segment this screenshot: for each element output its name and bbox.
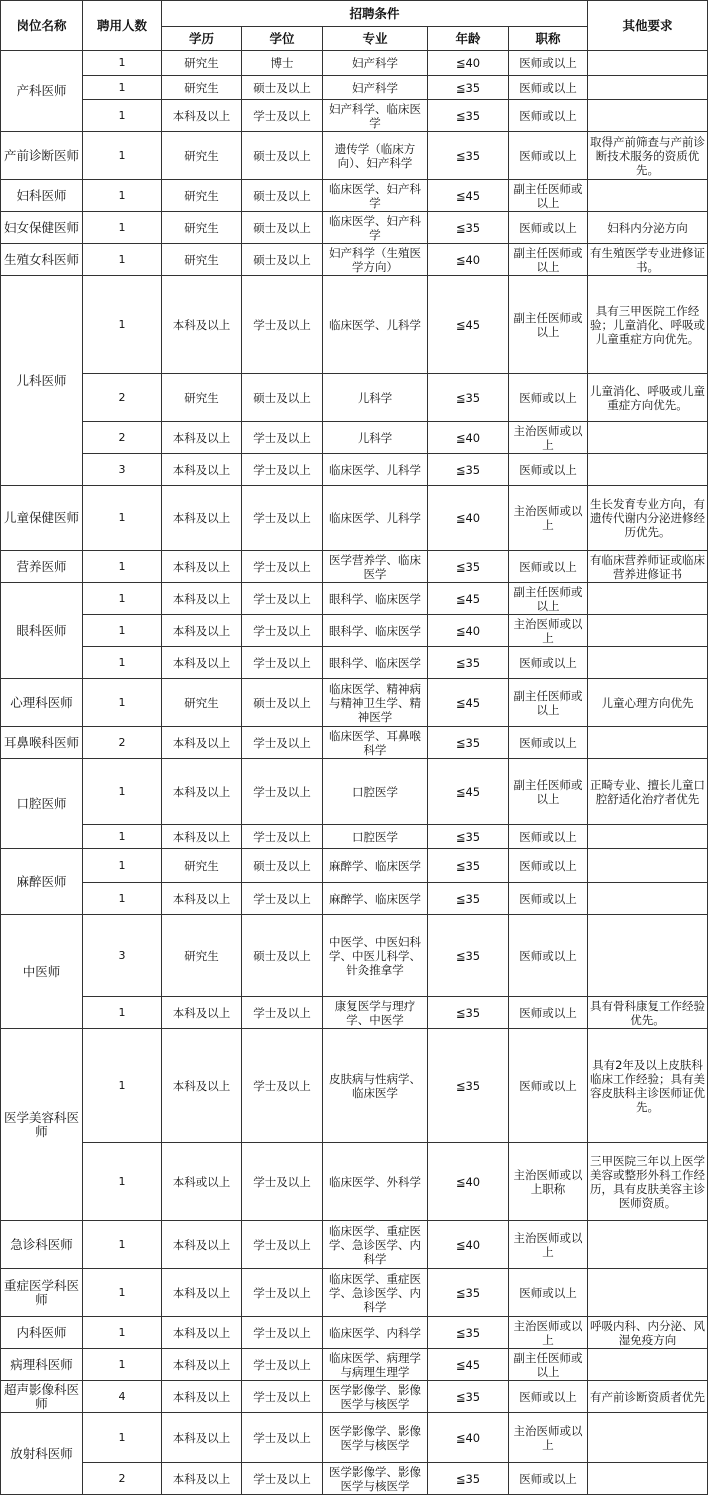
count-cell: 1 (83, 583, 162, 615)
table-row (1, 997, 708, 1029)
education-cell: 本科及以上 (162, 422, 242, 454)
count-cell: 1 (83, 132, 162, 180)
degree-cell: 学士及以上 (242, 883, 323, 915)
age-cell: ≦35 (428, 997, 509, 1029)
age-cell: ≦40 (428, 1143, 509, 1221)
table-row (1, 180, 708, 212)
other-requirements-cell (588, 915, 708, 997)
major-cell: 临床医学、外科学 (323, 1143, 428, 1221)
age-cell: ≦45 (428, 583, 509, 615)
post-name-cell: 生殖女科医师 (1, 244, 83, 276)
education-cell: 本科及以上 (162, 883, 242, 915)
major-cell: 眼科学、临床医学 (323, 615, 428, 647)
post-name-cell: 产前诊断医师 (1, 132, 83, 180)
major-cell: 妇产科学 (323, 76, 428, 100)
title-cell: 医师或以上 (509, 849, 588, 883)
count-cell: 1 (83, 1143, 162, 1221)
education-cell: 本科及以上 (162, 1381, 242, 1413)
education-cell: 研究生 (162, 51, 242, 76)
other-requirements-cell (588, 1269, 708, 1317)
other-requirements-cell (588, 1413, 708, 1463)
degree-cell: 学士及以上 (242, 647, 323, 679)
post-name-cell: 放射科医师 (1, 1413, 83, 1495)
other-requirements-cell: 具有2年及以上皮肤科临床工作经验；具有美容皮肤科主诊医师证优先。 (588, 1029, 708, 1143)
post-name-cell: 妇女保健医师 (1, 212, 83, 244)
post-name-cell: 麻醉医师 (1, 849, 83, 915)
table-row (1, 647, 708, 679)
other-requirements-cell (588, 849, 708, 883)
degree-cell: 学士及以上 (242, 551, 323, 583)
education-cell: 本科及以上 (162, 583, 242, 615)
education-cell: 本科及以上 (162, 276, 242, 374)
major-cell: 眼科学、临床医学 (323, 583, 428, 615)
education-cell: 研究生 (162, 244, 242, 276)
table-row (1, 1413, 708, 1463)
degree-cell: 学士及以上 (242, 100, 323, 132)
education-cell: 研究生 (162, 76, 242, 100)
title-cell: 医师或以上 (509, 1381, 588, 1413)
table-row (1, 615, 708, 647)
degree-cell: 学士及以上 (242, 1221, 323, 1269)
age-cell: ≦35 (428, 647, 509, 679)
post-name-cell: 眼科医师 (1, 583, 83, 679)
table-row (1, 374, 708, 422)
age-cell: ≦40 (428, 51, 509, 76)
degree-cell: 学士及以上 (242, 583, 323, 615)
major-cell: 口腔医学 (323, 759, 428, 825)
table-row (1, 1381, 708, 1413)
other-requirements-cell: 呼吸内科、内分泌、风湿免疫方向 (588, 1317, 708, 1349)
title-cell: 医师或以上 (509, 1463, 588, 1495)
education-cell: 本科及以上 (162, 1317, 242, 1349)
table-row (1, 1029, 708, 1143)
title-cell: 副主任医师或以上 (509, 759, 588, 825)
major-cell: 临床医学、重症医学、急诊医学、内科学 (323, 1221, 428, 1269)
other-requirements-cell (588, 883, 708, 915)
major-cell: 临床医学、耳鼻喉科学 (323, 727, 428, 759)
other-requirements-cell: 生长发育专业方向，有遗传代谢内分泌进修经历优先。 (588, 486, 708, 551)
post-name-cell: 儿童保健医师 (1, 486, 83, 551)
count-cell: 1 (83, 997, 162, 1029)
other-requirements-cell: 儿童心理方向优先 (588, 679, 708, 727)
major-cell: 医学营养学、临床医学 (323, 551, 428, 583)
degree-cell: 学士及以上 (242, 825, 323, 849)
major-cell: 眼科学、临床医学 (323, 647, 428, 679)
post-name-cell: 重症医学科医师 (1, 1269, 83, 1317)
table-row (1, 825, 708, 849)
title-cell: 主治医师或以上 (509, 486, 588, 551)
post-name-cell: 口腔医师 (1, 759, 83, 849)
age-cell: ≦35 (428, 454, 509, 486)
post-name-cell: 营养医师 (1, 551, 83, 583)
other-requirements-cell: 有生殖医学专业进修证书。 (588, 244, 708, 276)
major-cell: 中医学、中医妇科学、中医儿科学、针灸推拿学 (323, 915, 428, 997)
education-cell: 研究生 (162, 180, 242, 212)
count-cell: 1 (83, 276, 162, 374)
title-cell: 主治医师或以上 (509, 1221, 588, 1269)
other-requirements-cell (588, 100, 708, 132)
major-cell: 医学影像学、影像医学与核医学 (323, 1463, 428, 1495)
post-name-cell: 耳鼻喉科医师 (1, 727, 83, 759)
major-cell: 临床医学、重症医学、急诊医学、内科学 (323, 1269, 428, 1317)
title-cell: 副主任医师或以上 (509, 244, 588, 276)
title-cell: 副主任医师或以上 (509, 180, 588, 212)
count-cell: 1 (83, 849, 162, 883)
header-count: 聘用人数 (83, 1, 162, 51)
header-major: 专业 (323, 27, 428, 51)
major-cell: 临床医学、内科学 (323, 1317, 428, 1349)
other-requirements-cell (588, 1349, 708, 1381)
table-row (1, 1349, 708, 1381)
title-cell: 医师或以上 (509, 647, 588, 679)
table-row (1, 1269, 708, 1317)
education-cell: 本科及以上 (162, 100, 242, 132)
count-cell: 2 (83, 1463, 162, 1495)
major-cell: 皮肤病与性病学、临床医学 (323, 1029, 428, 1143)
age-cell: ≦40 (428, 1221, 509, 1269)
other-requirements-cell (588, 422, 708, 454)
header-other: 其他要求 (588, 1, 708, 51)
title-cell: 医师或以上 (509, 76, 588, 100)
table-row (1, 51, 708, 76)
age-cell: ≦35 (428, 1029, 509, 1143)
degree-cell: 硕士及以上 (242, 132, 323, 180)
degree-cell: 博士 (242, 51, 323, 76)
degree-cell: 学士及以上 (242, 727, 323, 759)
count-cell: 2 (83, 727, 162, 759)
title-cell: 医师或以上 (509, 727, 588, 759)
age-cell: ≦40 (428, 422, 509, 454)
table-row (1, 727, 708, 759)
table-body (1, 51, 708, 1495)
age-cell: ≦40 (428, 244, 509, 276)
table-row (1, 276, 708, 374)
count-cell: 2 (83, 374, 162, 422)
other-requirements-cell (588, 51, 708, 76)
header-conditions: 招聘条件 (162, 1, 588, 27)
header-education: 学历 (162, 27, 242, 51)
post-name-cell: 心理科医师 (1, 679, 83, 727)
age-cell: ≦40 (428, 1413, 509, 1463)
header-degree: 学位 (242, 27, 323, 51)
count-cell: 1 (83, 1221, 162, 1269)
major-cell: 妇产科学（生殖医学方向） (323, 244, 428, 276)
count-cell: 1 (83, 551, 162, 583)
title-cell: 医师或以上 (509, 825, 588, 849)
age-cell: ≦35 (428, 132, 509, 180)
major-cell: 临床医学、精神病与精神卫生学、精神医学 (323, 679, 428, 727)
education-cell: 本科及以上 (162, 1221, 242, 1269)
title-cell: 主治医师或以上 (509, 1317, 588, 1349)
count-cell: 1 (83, 1029, 162, 1143)
age-cell: ≦45 (428, 679, 509, 727)
degree-cell: 学士及以上 (242, 422, 323, 454)
major-cell: 遗传学（临床方向）、妇产科学 (323, 132, 428, 180)
title-cell: 主治医师或以上 (509, 1413, 588, 1463)
age-cell: ≦40 (428, 615, 509, 647)
education-cell: 本科及以上 (162, 1029, 242, 1143)
degree-cell: 学士及以上 (242, 276, 323, 374)
count-cell: 1 (83, 486, 162, 551)
count-cell: 3 (83, 454, 162, 486)
count-cell: 4 (83, 1381, 162, 1413)
count-cell: 1 (83, 883, 162, 915)
age-cell: ≦35 (428, 1463, 509, 1495)
table-row (1, 244, 708, 276)
major-cell: 临床医学、儿科学 (323, 486, 428, 551)
education-cell: 研究生 (162, 132, 242, 180)
table-row (1, 1463, 708, 1495)
title-cell: 副主任医师或以上 (509, 1349, 588, 1381)
education-cell: 研究生 (162, 374, 242, 422)
degree-cell: 学士及以上 (242, 1413, 323, 1463)
education-cell: 研究生 (162, 915, 242, 997)
other-requirements-cell: 具有三甲医院工作经验；儿童消化、呼吸或儿童重症方向优先。 (588, 276, 708, 374)
degree-cell: 硕士及以上 (242, 849, 323, 883)
degree-cell: 学士及以上 (242, 615, 323, 647)
age-cell: ≦35 (428, 551, 509, 583)
title-cell: 副主任医师或以上 (509, 583, 588, 615)
other-requirements-cell (588, 727, 708, 759)
major-cell: 医学影像学、影像医学与核医学 (323, 1381, 428, 1413)
age-cell: ≦35 (428, 1317, 509, 1349)
age-cell: ≦35 (428, 825, 509, 849)
count-cell: 3 (83, 915, 162, 997)
post-name-cell: 儿科医师 (1, 276, 83, 486)
title-cell: 医师或以上 (509, 1269, 588, 1317)
age-cell: ≦40 (428, 486, 509, 551)
degree-cell: 学士及以上 (242, 1143, 323, 1221)
education-cell: 本科及以上 (162, 551, 242, 583)
degree-cell: 学士及以上 (242, 1381, 323, 1413)
education-cell: 研究生 (162, 212, 242, 244)
header-post: 岗位名称 (1, 1, 83, 51)
post-name-cell: 急诊科医师 (1, 1221, 83, 1269)
other-requirements-cell: 有临床营养师证或临床营养进修证书 (588, 551, 708, 583)
education-cell: 本科及以上 (162, 1413, 242, 1463)
education-cell: 本科及以上 (162, 1349, 242, 1381)
post-name-cell: 妇科医师 (1, 180, 83, 212)
age-cell: ≦45 (428, 180, 509, 212)
other-requirements-cell (588, 454, 708, 486)
post-name-cell: 病理科医师 (1, 1349, 83, 1381)
degree-cell: 学士及以上 (242, 486, 323, 551)
count-cell: 1 (83, 76, 162, 100)
degree-cell: 学士及以上 (242, 1463, 323, 1495)
age-cell: ≦35 (428, 374, 509, 422)
other-requirements-cell: 三甲医院三年以上医学美容或整形外科工作经历，具有皮肤美容主诊医师资质。 (588, 1143, 708, 1221)
count-cell: 1 (83, 679, 162, 727)
education-cell: 研究生 (162, 679, 242, 727)
degree-cell: 硕士及以上 (242, 244, 323, 276)
title-cell: 医师或以上 (509, 100, 588, 132)
count-cell: 1 (83, 615, 162, 647)
education-cell: 本科及以上 (162, 759, 242, 825)
title-cell: 医师或以上 (509, 997, 588, 1029)
table-row (1, 883, 708, 915)
major-cell: 临床医学、妇产科学 (323, 212, 428, 244)
age-cell: ≦45 (428, 1349, 509, 1381)
degree-cell: 学士及以上 (242, 1349, 323, 1381)
title-cell: 医师或以上 (509, 374, 588, 422)
table-row (1, 212, 708, 244)
table-row (1, 679, 708, 727)
count-cell: 1 (83, 244, 162, 276)
degree-cell: 硕士及以上 (242, 915, 323, 997)
title-cell: 医师或以上 (509, 883, 588, 915)
other-requirements-cell (588, 583, 708, 615)
education-cell: 本科及以上 (162, 615, 242, 647)
table-row (1, 1143, 708, 1221)
table-row (1, 759, 708, 825)
major-cell: 麻醉学、临床医学 (323, 849, 428, 883)
post-name-cell: 中医师 (1, 915, 83, 1029)
age-cell: ≦35 (428, 849, 509, 883)
post-name-cell: 超声影像科医师 (1, 1381, 83, 1413)
education-cell: 本科及以上 (162, 825, 242, 849)
other-requirements-cell (588, 76, 708, 100)
education-cell: 本科及以上 (162, 454, 242, 486)
title-cell: 副主任医师或以上 (509, 276, 588, 374)
other-requirements-cell (588, 180, 708, 212)
degree-cell: 学士及以上 (242, 1029, 323, 1143)
other-requirements-cell: 具有骨科康复工作经验优先。 (588, 997, 708, 1029)
title-cell: 医师或以上 (509, 132, 588, 180)
table-row (1, 915, 708, 997)
title-cell: 副主任医师或以上 (509, 679, 588, 727)
other-requirements-cell (588, 1463, 708, 1495)
education-cell: 本科或以上 (162, 1143, 242, 1221)
title-cell: 主治医师或以上 (509, 615, 588, 647)
degree-cell: 学士及以上 (242, 1269, 323, 1317)
table-row (1, 1221, 708, 1269)
post-name-cell: 内科医师 (1, 1317, 83, 1349)
table-row (1, 551, 708, 583)
count-cell: 1 (83, 825, 162, 849)
age-cell: ≦45 (428, 759, 509, 825)
count-cell: 1 (83, 1413, 162, 1463)
table-row (1, 849, 708, 883)
other-requirements-cell (588, 647, 708, 679)
table-row (1, 100, 708, 132)
title-cell: 医师或以上 (509, 915, 588, 997)
education-cell: 本科及以上 (162, 997, 242, 1029)
major-cell: 临床医学、病理学与病理生理学 (323, 1349, 428, 1381)
table-row (1, 583, 708, 615)
major-cell: 麻醉学、临床医学 (323, 883, 428, 915)
degree-cell: 硕士及以上 (242, 374, 323, 422)
age-cell: ≦35 (428, 883, 509, 915)
degree-cell: 学士及以上 (242, 1317, 323, 1349)
age-cell: ≦35 (428, 727, 509, 759)
table-row (1, 422, 708, 454)
major-cell: 临床医学、儿科学 (323, 454, 428, 486)
count-cell: 1 (83, 212, 162, 244)
other-requirements-cell (588, 825, 708, 849)
major-cell: 临床医学、儿科学 (323, 276, 428, 374)
major-cell: 临床医学、妇产科学 (323, 180, 428, 212)
degree-cell: 学士及以上 (242, 454, 323, 486)
post-name-cell: 医学美容科医师 (1, 1029, 83, 1221)
major-cell: 医学影像学、影像医学与核医学 (323, 1413, 428, 1463)
count-cell: 1 (83, 100, 162, 132)
other-requirements-cell: 妇科内分泌方向 (588, 212, 708, 244)
major-cell: 妇产科学 (323, 51, 428, 76)
count-cell: 1 (83, 647, 162, 679)
age-cell: ≦35 (428, 1269, 509, 1317)
degree-cell: 学士及以上 (242, 759, 323, 825)
title-cell: 医师或以上 (509, 51, 588, 76)
age-cell: ≦35 (428, 100, 509, 132)
title-cell: 医师或以上 (509, 212, 588, 244)
major-cell: 妇产科学、临床医学 (323, 100, 428, 132)
age-cell: ≦35 (428, 212, 509, 244)
other-requirements-cell: 正畸专业、擅长儿童口腔舒适化治疗者优先 (588, 759, 708, 825)
title-cell: 主治医师或以上职称 (509, 1143, 588, 1221)
other-requirements-cell: 儿童消化、呼吸或儿童重症方向优先。 (588, 374, 708, 422)
header-age: 年龄 (428, 27, 509, 51)
title-cell: 医师或以上 (509, 551, 588, 583)
age-cell: ≦45 (428, 276, 509, 374)
degree-cell: 硕士及以上 (242, 212, 323, 244)
degree-cell: 硕士及以上 (242, 180, 323, 212)
education-cell: 本科及以上 (162, 1463, 242, 1495)
table-row (1, 132, 708, 180)
count-cell: 2 (83, 422, 162, 454)
age-cell: ≦35 (428, 76, 509, 100)
education-cell: 研究生 (162, 849, 242, 883)
count-cell: 1 (83, 1349, 162, 1381)
major-cell: 口腔医学 (323, 825, 428, 849)
post-name-cell: 产科医师 (1, 51, 83, 132)
major-cell: 康复医学与理疗学、中医学 (323, 997, 428, 1029)
count-cell: 1 (83, 1317, 162, 1349)
major-cell: 儿科学 (323, 374, 428, 422)
education-cell: 本科及以上 (162, 647, 242, 679)
table-row (1, 76, 708, 100)
major-cell: 儿科学 (323, 422, 428, 454)
education-cell: 本科及以上 (162, 486, 242, 551)
degree-cell: 硕士及以上 (242, 679, 323, 727)
title-cell: 医师或以上 (509, 454, 588, 486)
count-cell: 1 (83, 51, 162, 76)
title-cell: 主治医师或以上 (509, 422, 588, 454)
table-row (1, 454, 708, 486)
table-row (1, 486, 708, 551)
other-requirements-cell: 取得产前筛查与产前诊断技术服务的资质优先。 (588, 132, 708, 180)
age-cell: ≦35 (428, 915, 509, 997)
degree-cell: 学士及以上 (242, 997, 323, 1029)
education-cell: 本科及以上 (162, 727, 242, 759)
header-title: 职称 (509, 27, 588, 51)
title-cell: 医师或以上 (509, 1029, 588, 1143)
other-requirements-cell (588, 1221, 708, 1269)
count-cell: 1 (83, 180, 162, 212)
table-row (1, 1317, 708, 1349)
education-cell: 本科及以上 (162, 1269, 242, 1317)
other-requirements-cell: 有产前诊断资质者优先 (588, 1381, 708, 1413)
count-cell: 1 (83, 759, 162, 825)
count-cell: 1 (83, 1269, 162, 1317)
other-requirements-cell (588, 615, 708, 647)
age-cell: ≦35 (428, 1381, 509, 1413)
degree-cell: 硕士及以上 (242, 76, 323, 100)
